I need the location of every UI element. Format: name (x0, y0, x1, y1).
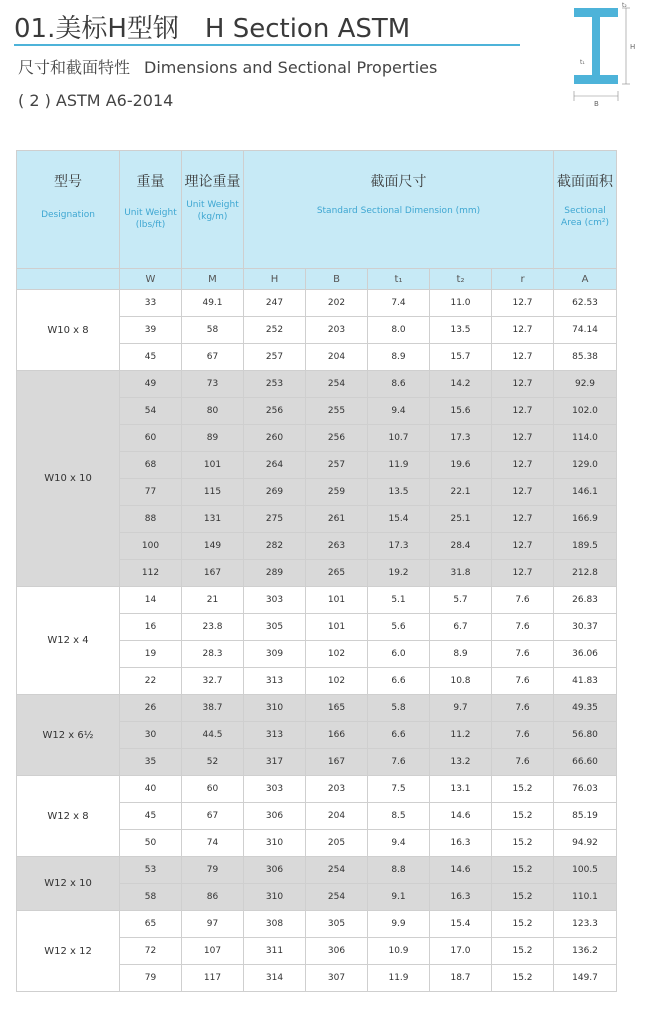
table-cell: 8.0 (368, 317, 430, 344)
diagram-label-b: B (594, 100, 599, 108)
table-cell: 305 (244, 614, 306, 641)
table-cell: 146.1 (554, 479, 617, 506)
table-cell: 17.3 (368, 533, 430, 560)
table-row (17, 911, 617, 938)
table-cell: 165 (306, 695, 368, 722)
symbol-cell: H (244, 269, 306, 290)
table-cell: 13.5 (368, 479, 430, 506)
table-cell: 112 (120, 560, 182, 587)
symbol-cell: t₁ (368, 269, 430, 290)
subtitle-en: Dimensions and Sectional Properties (144, 58, 438, 77)
table-cell: 25.1 (430, 506, 492, 533)
table-cell: 5.1 (368, 587, 430, 614)
table-cell: 254 (306, 884, 368, 911)
diagram-label-t2: t₂ (622, 2, 627, 9)
table-cell: 306 (244, 857, 306, 884)
table-cell: 102.0 (554, 398, 617, 425)
symbol-cell: M (182, 269, 244, 290)
table-cell: 16 (120, 614, 182, 641)
table-cell: 67 (182, 803, 244, 830)
table-cell: 97 (182, 911, 244, 938)
table-cell: 72 (120, 938, 182, 965)
table-cell: 265 (306, 560, 368, 587)
table-row (17, 371, 617, 398)
table-cell: 15.2 (492, 884, 554, 911)
table-cell: 202 (306, 290, 368, 317)
table-cell: 15.2 (492, 938, 554, 965)
header-unit-weight: 重量 Unit Weight (lbs/ft) (120, 151, 182, 269)
table-cell: 28.3 (182, 641, 244, 668)
table-cell: 14 (120, 587, 182, 614)
table-cell: 12.7 (492, 398, 554, 425)
table-cell: 67 (182, 344, 244, 371)
table-cell: 257 (306, 452, 368, 479)
table-cell: 9.4 (368, 398, 430, 425)
table-cell: 12.7 (492, 560, 554, 587)
table-cell: 7.6 (368, 749, 430, 776)
table-cell: 16.3 (430, 830, 492, 857)
table-cell: 17.0 (430, 938, 492, 965)
table-cell: 13.5 (430, 317, 492, 344)
table-cell: 16.3 (430, 884, 492, 911)
table-cell: 15.4 (368, 506, 430, 533)
designation-cell: W10 x 8 (17, 290, 120, 371)
table-cell: 11.0 (430, 290, 492, 317)
designation-cell: W12 x 12 (17, 911, 120, 992)
symbol-cell: t₂ (430, 269, 492, 290)
table-cell: 8.9 (368, 344, 430, 371)
table-cell: 12.7 (492, 506, 554, 533)
table-cell: 308 (244, 911, 306, 938)
table-cell: 11.9 (368, 452, 430, 479)
table-cell: 19.2 (368, 560, 430, 587)
table-cell: 54 (120, 398, 182, 425)
table-cell: 114.0 (554, 425, 617, 452)
table-cell: 100 (120, 533, 182, 560)
title-underline (14, 44, 520, 46)
table-cell: 88 (120, 506, 182, 533)
table-cell: 76.03 (554, 776, 617, 803)
table-cell: 74 (182, 830, 244, 857)
table-cell: 15.2 (492, 911, 554, 938)
table-cell: 92.9 (554, 371, 617, 398)
table-cell: 203 (306, 317, 368, 344)
table-cell: 10.7 (368, 425, 430, 452)
table-cell: 14.2 (430, 371, 492, 398)
designation-cell: W12 x 8 (17, 776, 120, 857)
table-cell: 311 (244, 938, 306, 965)
designation-cell: W12 x 6½ (17, 695, 120, 776)
table-cell: 115 (182, 479, 244, 506)
symbol-cell: A (554, 269, 617, 290)
table-cell: 15.2 (492, 857, 554, 884)
table-cell: 317 (244, 749, 306, 776)
table-cell: 7.6 (492, 695, 554, 722)
table-cell: 28.4 (430, 533, 492, 560)
table-cell: 77 (120, 479, 182, 506)
table-cell: 13.2 (430, 749, 492, 776)
table-row (17, 776, 617, 803)
table-row (17, 587, 617, 614)
table-cell: 254 (306, 371, 368, 398)
table-cell: 7.6 (492, 749, 554, 776)
table-cell: 22 (120, 668, 182, 695)
table-cell: 18.7 (430, 965, 492, 992)
table-cell: 12.7 (492, 317, 554, 344)
table-cell: 14.6 (430, 803, 492, 830)
table-cell: 19 (120, 641, 182, 668)
table-cell: 204 (306, 344, 368, 371)
table-cell: 19.6 (430, 452, 492, 479)
designation-cell: W10 x 10 (17, 371, 120, 587)
table-cell: 86 (182, 884, 244, 911)
header-dimension: 截面尺寸 Standard Sectional Dimension (mm) (244, 151, 554, 269)
table-cell: 9.1 (368, 884, 430, 911)
table-cell: 9.7 (430, 695, 492, 722)
table-cell: 252 (244, 317, 306, 344)
table-cell: 65 (120, 911, 182, 938)
table-cell: 275 (244, 506, 306, 533)
table-cell: 56.80 (554, 722, 617, 749)
table-cell: 255 (306, 398, 368, 425)
table-row (17, 290, 617, 317)
table-cell: 6.7 (430, 614, 492, 641)
table-cell: 12.7 (492, 425, 554, 452)
table-cell: 129.0 (554, 452, 617, 479)
table-cell: 15.2 (492, 803, 554, 830)
table-cell: 269 (244, 479, 306, 506)
table-cell: 166 (306, 722, 368, 749)
subtitle-zh: 尺寸和截面特性 (18, 58, 131, 77)
table-cell: 7.5 (368, 776, 430, 803)
table-cell: 10.9 (368, 938, 430, 965)
table-cell: 15.4 (430, 911, 492, 938)
table-cell: 6.6 (368, 668, 430, 695)
table-cell: 50 (120, 830, 182, 857)
table-cell: 303 (244, 587, 306, 614)
table-cell: 5.6 (368, 614, 430, 641)
header-area: 截面面积 Sectional Area (cm²) (554, 151, 617, 269)
table-cell: 33 (120, 290, 182, 317)
table-cell: 261 (306, 506, 368, 533)
table-cell: 38.7 (182, 695, 244, 722)
table-cell: 58 (182, 317, 244, 344)
table-cell: 256 (306, 425, 368, 452)
table-cell: 14.6 (430, 857, 492, 884)
table-cell: 6.0 (368, 641, 430, 668)
table-cell: 8.5 (368, 803, 430, 830)
table-cell: 9.4 (368, 830, 430, 857)
table-cell: 167 (306, 749, 368, 776)
table-cell: 74.14 (554, 317, 617, 344)
table-cell: 101 (182, 452, 244, 479)
spec-table (16, 150, 617, 992)
table-cell: 12.7 (492, 533, 554, 560)
table-cell: 313 (244, 722, 306, 749)
table-cell: 259 (306, 479, 368, 506)
table-row (17, 857, 617, 884)
table-cell: 5.8 (368, 695, 430, 722)
table-cell: 40 (120, 776, 182, 803)
table-cell: 53 (120, 857, 182, 884)
table-cell: 260 (244, 425, 306, 452)
table-cell: 15.6 (430, 398, 492, 425)
table-cell: 313 (244, 668, 306, 695)
standard-label: ( 2 ) ASTM A6-2014 (18, 91, 174, 110)
table-cell: 22.1 (430, 479, 492, 506)
diagram-label-t1: t₁ (580, 59, 585, 66)
table-cell: 44.5 (182, 722, 244, 749)
table-cell: 310 (244, 695, 306, 722)
symbol-row (17, 269, 617, 290)
table-cell: 12.7 (492, 371, 554, 398)
table-cell: 68 (120, 452, 182, 479)
table-cell: 136.2 (554, 938, 617, 965)
table-cell: 8.6 (368, 371, 430, 398)
table-cell: 117 (182, 965, 244, 992)
designation-cell: W12 x 10 (17, 857, 120, 911)
table-cell: 94.92 (554, 830, 617, 857)
table-cell: 310 (244, 884, 306, 911)
symbol-cell-blank (17, 269, 120, 290)
page-title (14, 8, 410, 45)
table-cell: 305 (306, 911, 368, 938)
table-cell: 31.8 (430, 560, 492, 587)
table-cell: 21 (182, 587, 244, 614)
table-cell: 205 (306, 830, 368, 857)
table-cell: 204 (306, 803, 368, 830)
designation-cell: W12 x 4 (17, 587, 120, 695)
table-cell: 254 (306, 857, 368, 884)
table-cell: 49 (120, 371, 182, 398)
table-cell: 102 (306, 641, 368, 668)
table-cell: 7.6 (492, 641, 554, 668)
table-cell: 85.19 (554, 803, 617, 830)
table-cell: 289 (244, 560, 306, 587)
symbol-cell: W (120, 269, 182, 290)
table-cell: 101 (306, 614, 368, 641)
spec-table-body (17, 290, 617, 992)
table-cell: 17.3 (430, 425, 492, 452)
table-cell: 66.60 (554, 749, 617, 776)
table-cell: 123.3 (554, 911, 617, 938)
table-cell: 257 (244, 344, 306, 371)
table-cell: 203 (306, 776, 368, 803)
table-cell: 79 (120, 965, 182, 992)
table-cell: 101 (306, 587, 368, 614)
table-cell: 15.2 (492, 965, 554, 992)
header-designation: 型号 Designation (17, 151, 120, 269)
table-cell: 9.9 (368, 911, 430, 938)
table-cell: 10.8 (430, 668, 492, 695)
table-cell: 5.7 (430, 587, 492, 614)
table-cell: 85.38 (554, 344, 617, 371)
table-cell: 12.7 (492, 290, 554, 317)
table-cell: 49.35 (554, 695, 617, 722)
table-cell: 306 (306, 938, 368, 965)
table-cell: 6.6 (368, 722, 430, 749)
symbol-cell: r (492, 269, 554, 290)
table-row (17, 695, 617, 722)
table-cell: 100.5 (554, 857, 617, 884)
table-cell: 256 (244, 398, 306, 425)
table-cell: 167 (182, 560, 244, 587)
table-cell: 263 (306, 533, 368, 560)
table-cell: 12.7 (492, 479, 554, 506)
table-cell: 7.4 (368, 290, 430, 317)
table-cell: 60 (182, 776, 244, 803)
table-cell: 8.9 (430, 641, 492, 668)
table-cell: 15.2 (492, 776, 554, 803)
table-cell: 15.7 (430, 344, 492, 371)
subtitle (18, 55, 437, 78)
table-cell: 247 (244, 290, 306, 317)
table-cell: 149.7 (554, 965, 617, 992)
table-cell: 39 (120, 317, 182, 344)
table-cell: 189.5 (554, 533, 617, 560)
table-cell: 79 (182, 857, 244, 884)
table-cell: 60 (120, 425, 182, 452)
table-cell: 30.37 (554, 614, 617, 641)
table-cell: 26.83 (554, 587, 617, 614)
table-cell: 282 (244, 533, 306, 560)
table-cell: 102 (306, 668, 368, 695)
table-cell: 264 (244, 452, 306, 479)
table-cell: 310 (244, 830, 306, 857)
table-cell: 62.53 (554, 290, 617, 317)
table-cell: 314 (244, 965, 306, 992)
table-cell: 41.83 (554, 668, 617, 695)
table-cell: 212.8 (554, 560, 617, 587)
table-cell: 253 (244, 371, 306, 398)
table-cell: 49.1 (182, 290, 244, 317)
table-cell: 32.7 (182, 668, 244, 695)
table-cell: 309 (244, 641, 306, 668)
table-cell: 12.7 (492, 452, 554, 479)
table-cell: 45 (120, 803, 182, 830)
table-cell: 58 (120, 884, 182, 911)
table-cell: 11.9 (368, 965, 430, 992)
table-cell: 7.6 (492, 587, 554, 614)
header-theory-weight: 理论重量 Unit Weight (kg/m) (182, 151, 244, 269)
table-cell: 131 (182, 506, 244, 533)
table-cell: 7.6 (492, 668, 554, 695)
table-cell: 45 (120, 344, 182, 371)
table-cell: 23.8 (182, 614, 244, 641)
table-cell: 35 (120, 749, 182, 776)
title-zh: 01.美标H型钢 (14, 14, 179, 44)
title-en: H Section ASTM (204, 14, 411, 44)
symbol-cell: B (306, 269, 368, 290)
table-cell: 73 (182, 371, 244, 398)
table-cell: 166.9 (554, 506, 617, 533)
table-cell: 89 (182, 425, 244, 452)
table-cell: 36.06 (554, 641, 617, 668)
table-cell: 149 (182, 533, 244, 560)
table-cell: 80 (182, 398, 244, 425)
table-cell: 26 (120, 695, 182, 722)
h-beam-diagram-icon (566, 2, 638, 110)
table-cell: 30 (120, 722, 182, 749)
table-cell: 307 (306, 965, 368, 992)
table-cell: 12.7 (492, 344, 554, 371)
table-cell: 303 (244, 776, 306, 803)
table-cell: 52 (182, 749, 244, 776)
diagram-label-h: H (630, 43, 636, 51)
table-cell: 110.1 (554, 884, 617, 911)
table-cell: 7.6 (492, 722, 554, 749)
table-cell: 7.6 (492, 614, 554, 641)
table-cell: 8.8 (368, 857, 430, 884)
table-cell: 11.2 (430, 722, 492, 749)
table-cell: 13.1 (430, 776, 492, 803)
table-cell: 107 (182, 938, 244, 965)
table-cell: 306 (244, 803, 306, 830)
table-cell: 15.2 (492, 830, 554, 857)
